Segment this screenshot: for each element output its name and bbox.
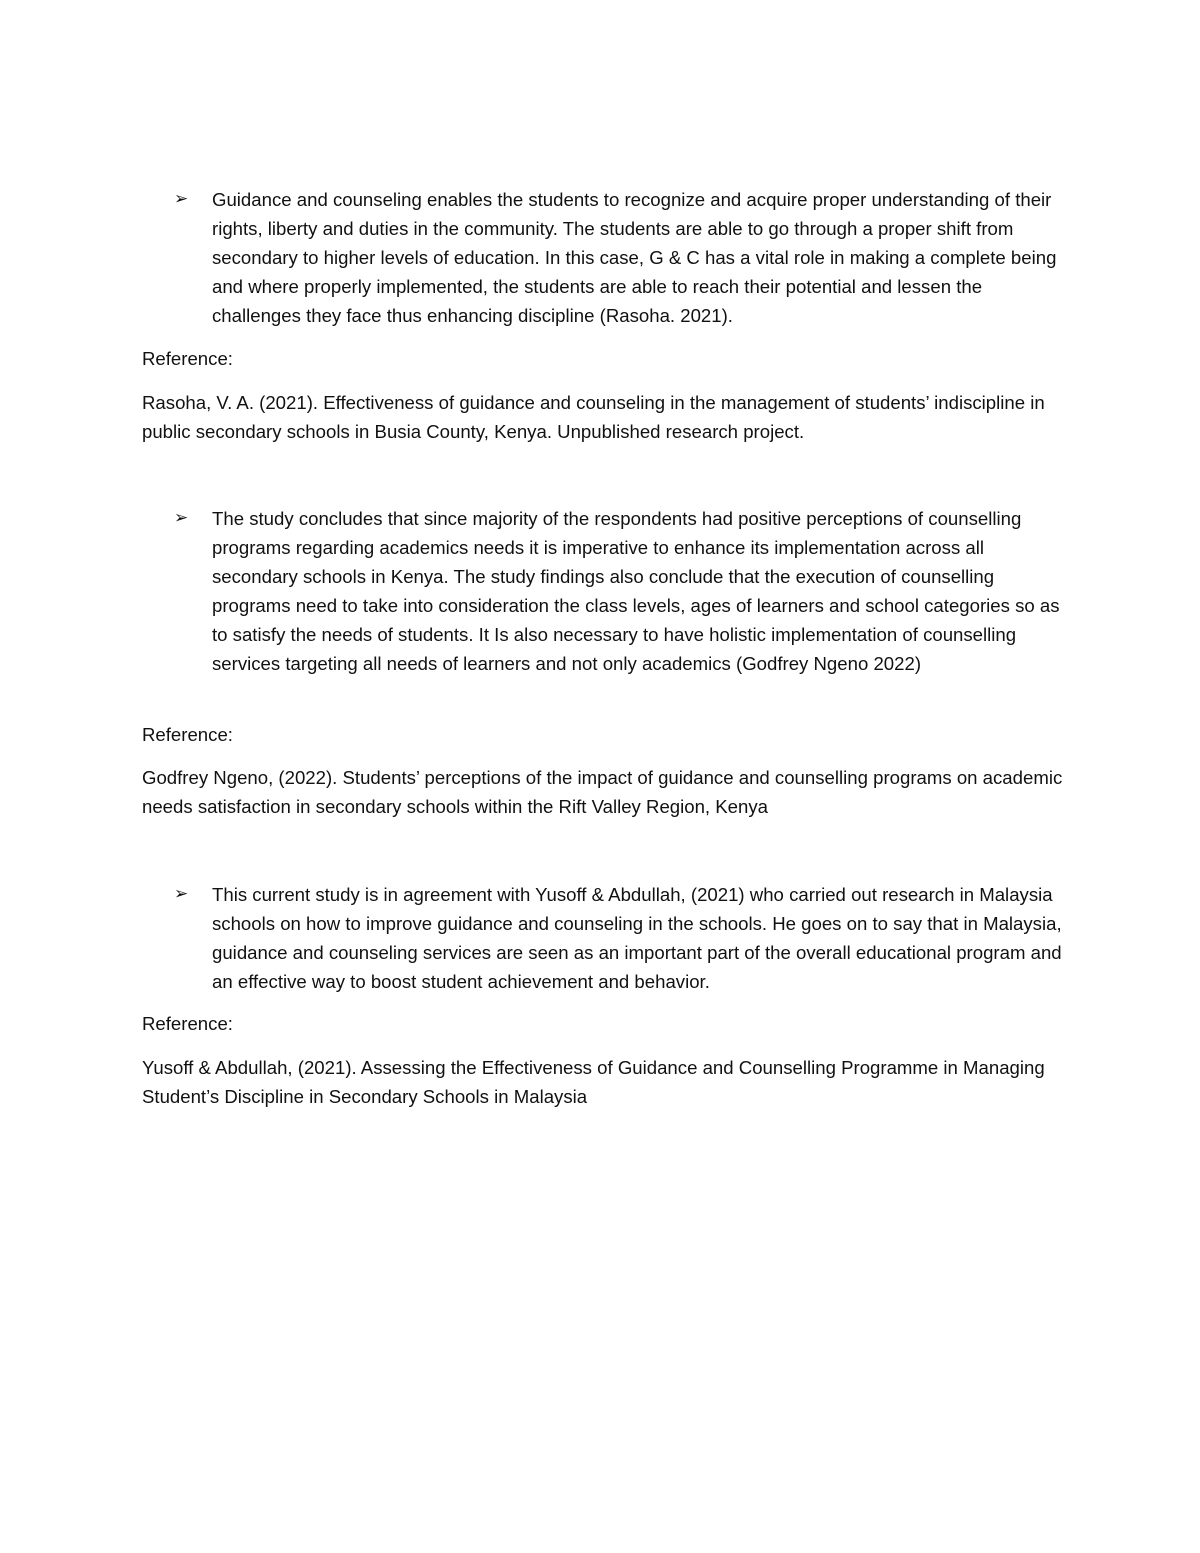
reference-label: Reference: [142, 724, 233, 745]
arrowhead-bullet-icon: ➢ [174, 884, 189, 904]
reference-citation: Yusoff & Abdullah, (2021). Assessing the Effectiveness of Guidance and Counselling Programme in Managing Student’s Discipline in Secondary Schools in Malaysia [142, 1057, 1045, 1107]
arrowhead-bullet-icon: ➢ [174, 189, 189, 209]
bullet-paragraph [174, 185, 1064, 330]
reference-citation: Rasoha, V. A. (2021). Effectiveness of guidance and counseling in the management of students’ indiscipline in public secondary schools in Busia County, Kenya. Unpublished research project. [142, 392, 1045, 442]
arrowhead-bullet-icon: ➢ [174, 508, 189, 528]
bullet-text: This current study is in agreement with Yusoff & Abdullah, (2021) who carried out research in Malaysia schools on how to improve guidance and counseling in the schools. He goes on to say that in Malaysia, guidance and counseling services are seen as an important part of the overall educational program and an effective way to boost student achievement and behavior. [212, 884, 1062, 992]
reference-label: Reference: [142, 348, 233, 369]
reference-label: Reference: [142, 1013, 233, 1034]
bullet-text: The study concludes that since majority of the respondents had positive perceptions of counselling programs regarding academics needs it is imperative to enhance its implementation across all secondary schools in Kenya. The study findings also conclude that the execution of counselling programs need to take into consideration the class levels, ages of learners and school categories so as to satisfy the needs of students. It Is also necessary to have holistic implementation of counselling services targeting all needs of learners and not only academics (Godfrey Ngeno 2022) [212, 508, 1060, 674]
bullet-paragraph [174, 504, 1064, 678]
reference-citation: Godfrey Ngeno, (2022). Students’ perceptions of the impact of guidance and counselling programs on academic needs satisfaction in secondary schools within the Rift Valley Region, Kenya [142, 767, 1063, 817]
bullet-paragraph [174, 880, 1064, 996]
bullet-text: Guidance and counseling enables the students to recognize and acquire proper understanding of their rights, liberty and duties in the community. The students are able to go through a proper shift from secondary to higher levels of education. In this case, G & C has a vital role in making a complete being and where properly implemented, the students are able to reach their potential and lessen the challenges they face thus enhancing discipline (Rasoha. 2021). [212, 189, 1057, 326]
